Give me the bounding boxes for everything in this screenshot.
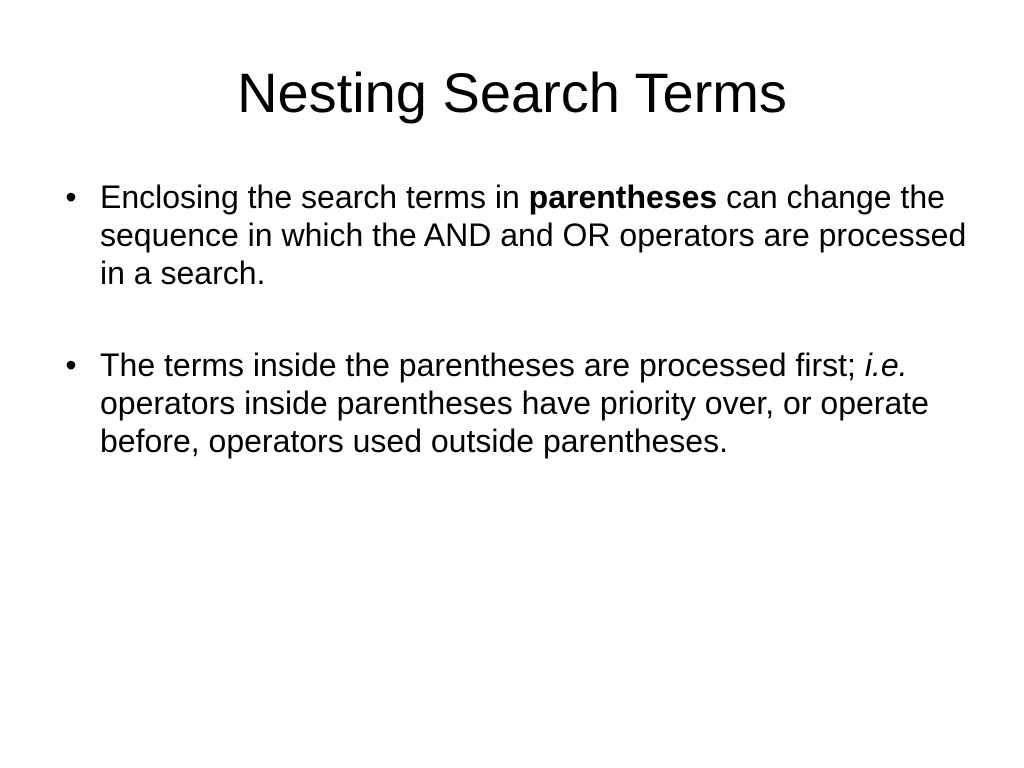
slide-title: Nesting Search Terms bbox=[237, 61, 787, 124]
bullet-emphasis-bold: parentheses bbox=[528, 179, 718, 215]
list-item bbox=[56, 178, 976, 292]
bullet-marker: • bbox=[65, 347, 77, 383]
bullet-text-after: can change the sequence in which the AND and OR operators are processed in a search. bbox=[100, 179, 967, 291]
bullet-emphasis-italic: i.e. bbox=[864, 347, 908, 383]
bullet-text-before: The terms inside the parentheses are processed first; bbox=[100, 347, 865, 383]
bullet-list bbox=[56, 178, 976, 514]
bullet-marker: • bbox=[65, 179, 77, 215]
bullet-text-after: operators inside parentheses have priority over, or operate before, operators used outside parentheses. bbox=[100, 385, 929, 459]
list-item bbox=[56, 346, 976, 460]
bullet-text-before: Enclosing the search terms in bbox=[100, 179, 529, 215]
